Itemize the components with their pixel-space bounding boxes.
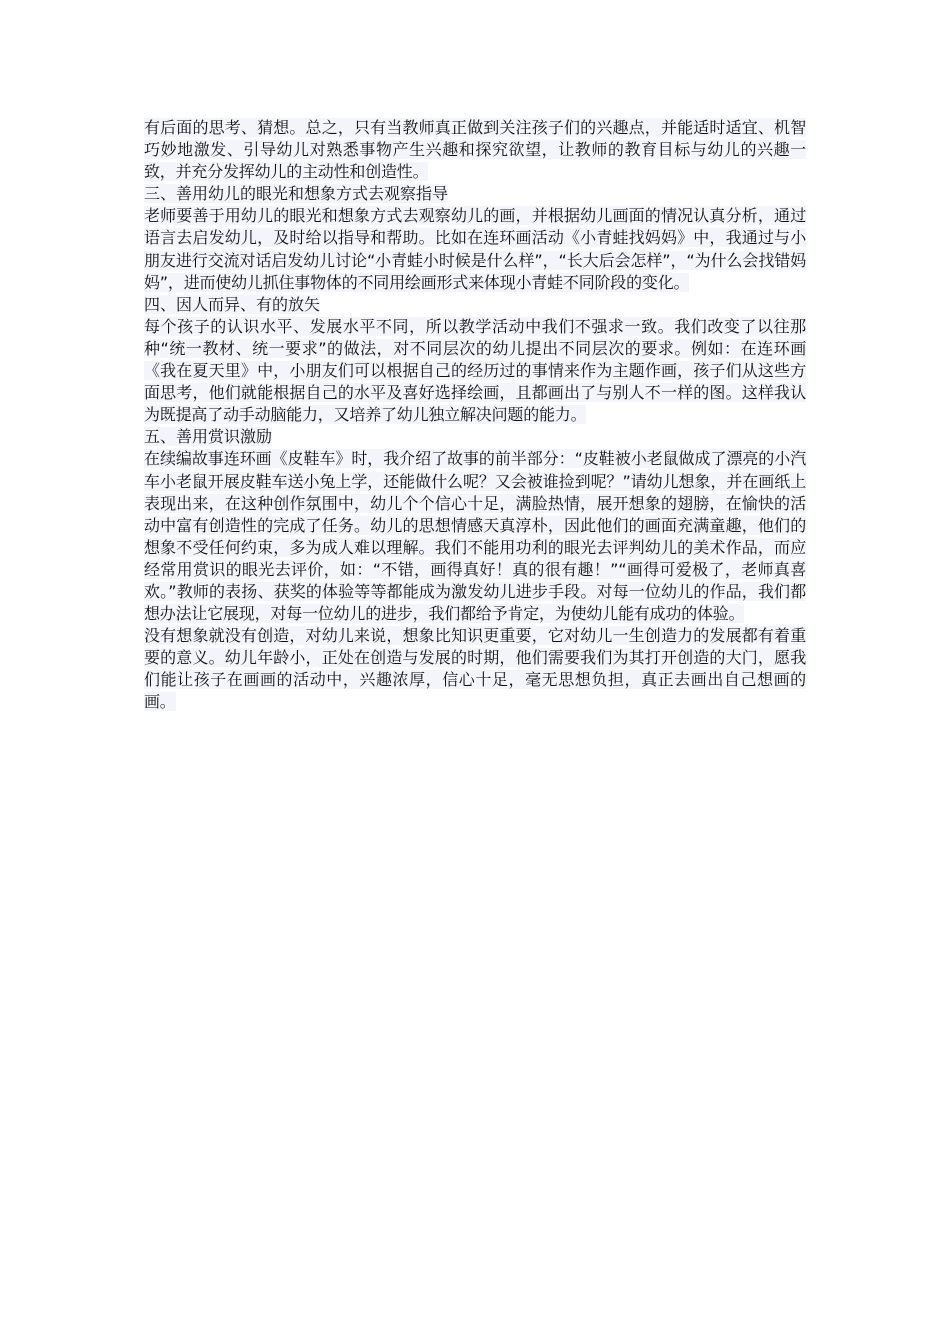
paragraph-section-5 [144, 448, 806, 625]
paragraph-text: 没有想象就没有创造，对幼儿来说，想象比知识更重要，它对幼儿一生创造力的发展都有着重要的意义。幼儿年龄小，正处在创造与发展的时期，他们需要我们为其打开创造的大门，愿我们能让孩子在画画的活动中，兴趣浓厚，信心十足，毫无思想负担，真正去画出自己想画的画。 [144, 626, 806, 712]
section-heading-4 [144, 294, 806, 316]
heading-text: 四、因人而异、有的放矢 [144, 294, 321, 314]
paragraph-text: 老师要善于用幼儿的眼光和想象方式去观察幼儿的画，并根据幼儿画面的情况认真分析，通过语言去启发幼儿，及时给以指导和帮助。比如在连环画活动《小青蛙找妈妈》中，我通过与小朋友进行交流对话启发幼儿讨论“小青蛙小时候是什么样”，“长大后会怎样”，“为什么会找错妈妈”，进而使幼儿抓住事物体的不同用绘画形式来体现小青蛙不同阶段的变化。 [144, 206, 806, 292]
document-page [144, 117, 806, 714]
section-heading-5 [144, 426, 806, 448]
paragraph-conclusion [144, 625, 806, 713]
heading-text: 三、善用幼儿的眼光和想象方式去观察指导 [144, 184, 449, 204]
paragraph-text: 有后面的思考、猜想。总之，只有当教师真正做到关注孩子们的兴趣点，并能适时适宜、机智巧妙地激发、引导幼儿对熟悉事物产生兴趣和探究欲望，让教师的教育目标与幼儿的兴趣一致，并充分发挥幼儿的主动性和创造性。 [144, 118, 806, 182]
paragraph-text: 在续编故事连环画《皮鞋车》时，我介绍了故事的前半部分：“皮鞋被小老鼠做成了漂亮的小汽车小老鼠开展皮鞋车送小兔上学，还能做什么呢？又会被谁捡到呢？”请幼儿想象，并在画纸上表现出来，在这种创作氛围中，幼儿个个信心十足，满脸热情，展开想象的翅膀，在愉快的活动中富有创造性的完成了任务。幼儿的思想情感天真淳朴，因此他们的画面充满童趣，他们的想象不受任何约束，多为成人难以理解。我们不能用功利的眼光去评判幼儿的美术作品，而应经常用赏识的眼光去评价，如：“不错，画得真好！真的很有趣！”“画得可爱极了，老师真喜欢。”教师的表扬、获奖的体验等等都能成为激发幼儿进步手段。对每一位幼儿的作品，我们都想办法让它展现，对每一位幼儿的进步，我们都给予肯定，为使幼儿能有成功的体验。 [144, 449, 806, 624]
paragraph-text: 每个孩子的认识水平、发展水平不同，所以教学活动中我们不强求一致。我们改变了以往那种“统一教材、统一要求”的做法，对不同层次的幼儿提出不同层次的要求。例如：在连环画《我在夏天里》中，小朋友们可以根据自己的经历过的事情来作为主题作画，孩子们从这些方面思考，他们就能根据自己的水平及喜好选择绘画，且都画出了与别人不一样的图。这样我认为既提高了动手动脑能力，又培养了幼儿独立解决问题的能力。 [144, 316, 806, 425]
paragraph-section-4 [144, 316, 806, 426]
section-heading-3 [144, 183, 806, 205]
heading-text: 五、善用赏识激励 [144, 427, 273, 447]
paragraph-section-3 [144, 205, 806, 293]
paragraph-intro-continued [144, 117, 806, 183]
